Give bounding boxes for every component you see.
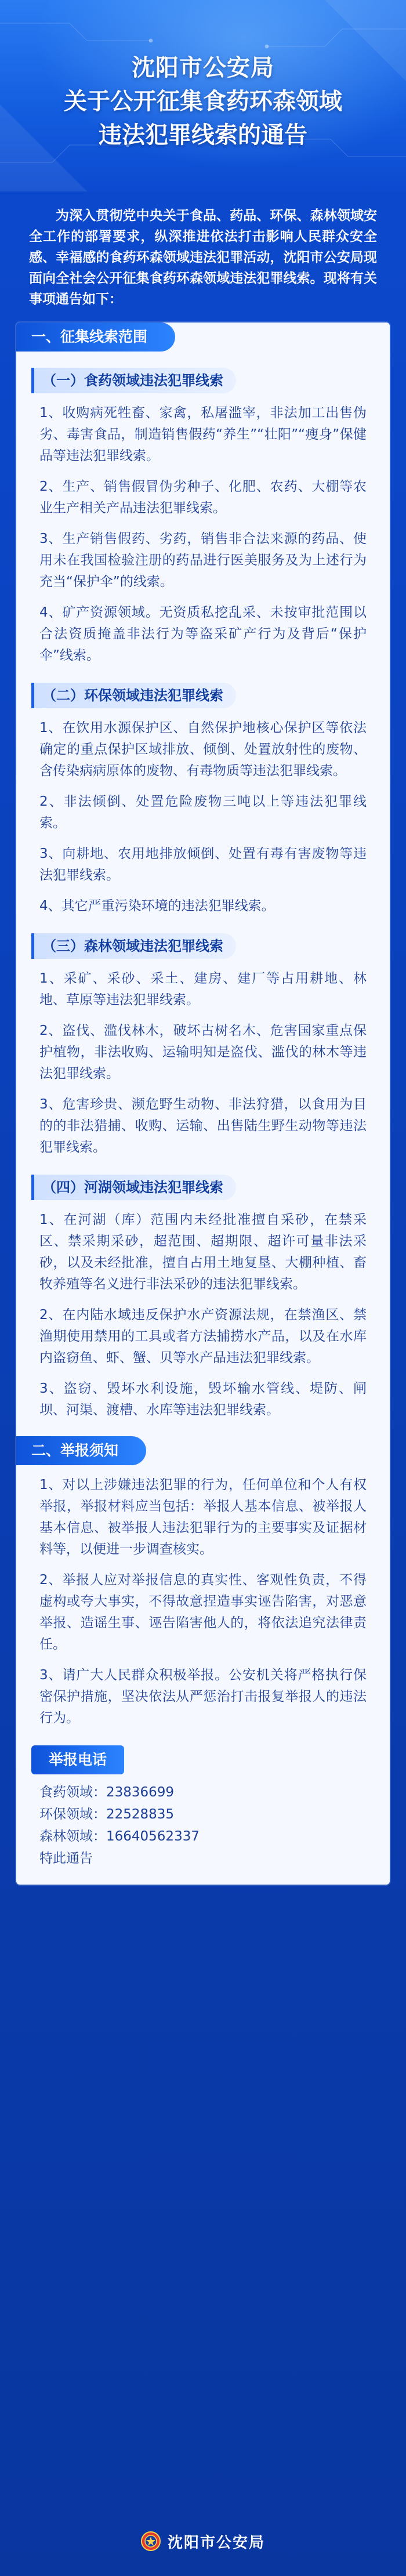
report-item-3: 3、请广大人民群众积极举报。公安机关将严格执行保密保护措施，坚决依法从严惩治打击报复举报人的违法行为。 <box>39 1668 367 1726</box>
subhead-forest: （三）森林领域违法犯罪线索 <box>31 933 236 959</box>
footer-org-name: 沈阳市公安局 <box>167 2534 265 2552</box>
river-item-2: 2、在内陆水域违反保护水产资源法规，在禁渔区、禁渔期使用禁用的工具或者方法捕捞水产品，以及在水库内盗窃鱼、虾、蟹、贝等水产品违法犯罪线索。 <box>39 1307 367 1365</box>
env-item-3: 3、向耕地、农用地排放倾倒、处置有毒有害废物等违法犯罪线索。 <box>39 846 367 883</box>
forest-item-1: 1、采矿、采砂、采土、建房、建厂等占用耕地、林地、草原等违法犯罪线索。 <box>39 971 367 1008</box>
footer <box>0 2506 406 2576</box>
subhead-environment: （二）环保领域违法犯罪线索 <box>31 683 236 708</box>
police-badge-icon <box>141 2531 161 2551</box>
report-item-1: 1、对以上涉嫌违法犯罪的行为，任何单位和个人有权举报，举报材料应当包括：举报人基本信息、被举报人基本信息、被举报人违法犯罪行为的主要事实及证据材料等，以便进一步调查核实。 <box>39 1477 367 1557</box>
forest-item-3: 3、危害珍贵、濒危野生动物、非法狩猎，以食用为目的的非法猎捕、收购、运输、出售陆生野生动物等违法犯罪线索。 <box>39 1097 367 1155</box>
env-item-1: 1、在饮用水源保护区、自然保护地核心保护区等依法确定的重点保护区域排放、倾倒、处置放射性的废物、含传染病病原体的废物、有毒物质等违法犯罪线索。 <box>39 720 367 778</box>
hotline-environment: 环保领域：22528835 <box>39 1807 175 1822</box>
section-tag-reporting: 二、举报须知 <box>16 1436 146 1465</box>
env-item-4: 4、其它严重污染环境的违法犯罪线索。 <box>39 898 275 914</box>
header-banner <box>0 0 406 191</box>
food-item-2: 2、生产、销售假冒伪劣种子、化肥、农药、大棚等农业生产相关产品违法犯罪线索。 <box>39 479 367 516</box>
hotline-tag: 举报电话 <box>31 1745 124 1774</box>
subhead-food-drug: （一）食药领域违法犯罪线索 <box>31 368 236 393</box>
title-line-1: 沈阳市公安局 <box>132 55 274 81</box>
food-item-3: 3、生产销售假药、劣药，销售非合法来源的药品、使用未在我国检验注册的药品进行医美服务及为上述行为充当“保护伞”的线索。 <box>39 531 367 589</box>
section-tag-scope: 一、征集线索范围 <box>16 323 175 352</box>
intro-paragraph: 为深入贯彻党中央关于食品、药品、环保、森林领域安全工作的部署要求，纵深推进依法打击影响人民群众安全感、幸福感的食药环森领域违法犯罪活动，沈阳市公安局现面向全社会公开征集食药环森领域违法犯罪线索。现将有关事项通告如下： <box>29 208 377 307</box>
report-item-2: 2、举报人应对举报信息的真实性、客观性负责，不得虚构或夸大事实，不得故意捏造事实诬告陷害，对恶意举报、造谣生事、诬告陷害他人的，将依法追究法律责任。 <box>39 1573 367 1652</box>
forest-item-2: 2、盗伐、滥伐林木，破坏古树名木、危害国家重点保护植物，非法收购、运输明知是盗伐、滥伐的林木等违法犯罪线索。 <box>39 1023 367 1081</box>
notice-title <box>0 51 406 152</box>
river-item-3: 3、盗窃、毁坏水利设施，毁坏输水管线、堤防、闸坝、河渠、渡槽、水库等违法犯罪线索。 <box>39 1381 367 1418</box>
content-card <box>16 323 390 1885</box>
subhead-river-lake: （四）河湖领域违法犯罪线索 <box>31 1175 236 1200</box>
title-line-3: 违法犯罪线索的通告 <box>99 122 307 148</box>
closing-remark: 特此通告 <box>39 1851 93 1866</box>
food-item-1: 1、收购病死牲畜、家禽，私屠滥宰，非法加工出售伪劣、毒害食品，制造销售假药“养生”“壮阳”“瘦身”保健品等违法犯罪线索。 <box>39 405 367 463</box>
title-line-2: 关于公开征集食药环森领域 <box>64 88 342 115</box>
river-item-1: 1、在河湖（库）范围内未经批准擅自采砂，在禁采区、禁采期采砂，超范围、超期限、超许可量非法采砂，以及未经批准，擅自占用土地复垦、大棚种植、畜牧养殖等名义进行非法采砂的违法犯罪线索。 <box>39 1212 367 1292</box>
env-item-2: 2、非法倾倒、处置危险废物三吨以上等违法犯罪线索。 <box>39 794 367 831</box>
hotline-food: 食药领域：23836699 <box>39 1785 175 1800</box>
food-item-4: 4、矿产资源领域。无资质私挖乱采、未按审批范围以合法资质掩盖非法行为等盗采矿产行为及背后“保护伞”线索。 <box>39 605 367 663</box>
hotline-box <box>31 1745 375 1869</box>
hotline-forest: 森林领域：16640562337 <box>39 1829 200 1844</box>
